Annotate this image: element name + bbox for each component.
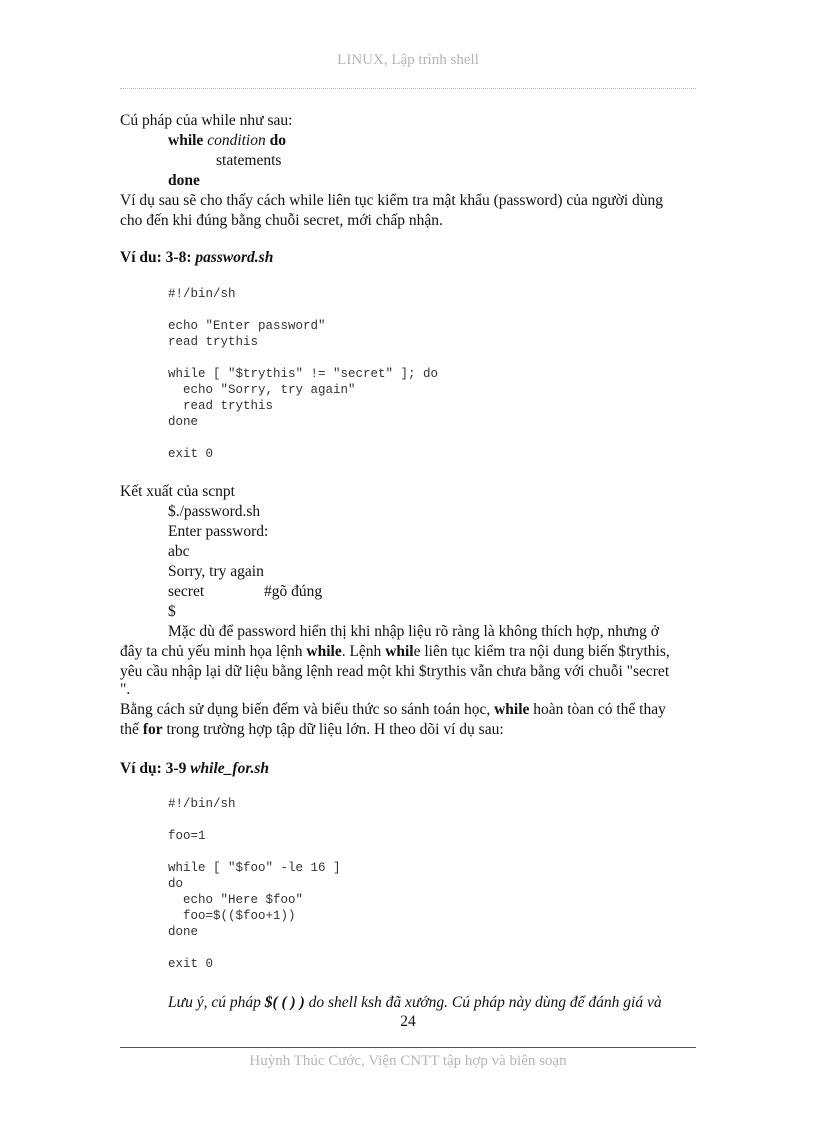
output-line: Enter password: xyxy=(168,523,269,540)
code-line xyxy=(168,844,341,860)
example-2-code-block xyxy=(168,796,341,972)
code-line: foo=1 xyxy=(168,829,206,843)
syntax-statements: statements xyxy=(216,152,282,169)
output-line: abc xyxy=(168,543,190,560)
header-divider xyxy=(120,88,696,89)
explanation-text: thế xyxy=(120,721,143,738)
code-line: exit 0 xyxy=(168,957,214,971)
output-line: $./password.sh xyxy=(168,503,261,520)
explanation-line-5 xyxy=(120,700,666,720)
page-header-title: LINUX, Lập trình shell xyxy=(337,52,479,68)
explanation-text: đây ta chủ yếu minh họa lệnh xyxy=(120,643,307,660)
keyword-while: while xyxy=(494,701,530,718)
code-line: exit 0 xyxy=(168,447,214,461)
code-line: while [ "$foo" -le 16 ] xyxy=(168,861,341,875)
keyword-while: while xyxy=(168,132,204,149)
code-line xyxy=(168,430,438,446)
intro-description-line-2: cho đến khi đúng bằng chuỗi secret, mới chấp nhận. xyxy=(120,212,443,229)
keyword-while: while xyxy=(306,643,342,660)
code-line: #!/bin/sh xyxy=(168,797,236,811)
keyword-while: whil xyxy=(385,643,414,660)
note-text: Lưu ý, cú pháp xyxy=(168,994,265,1011)
page-number: 24 xyxy=(400,1013,416,1030)
output-line: secret xyxy=(168,583,205,600)
code-line: echo "Here $foo" xyxy=(168,893,304,907)
explanation-text: Bằng cách sử dụng biến đếm và biểu thức so sánh toán học, xyxy=(120,701,495,718)
example-1-code-block xyxy=(168,286,438,462)
note-syntax: $( ( ) ) xyxy=(264,994,305,1011)
note-text: do shell ksh đã xướng. Cú pháp này dùng để đánh giá và xyxy=(304,994,662,1011)
example-2-label: Ví dụ: 3-9 xyxy=(120,760,191,777)
example-2-filename: while_for.sh xyxy=(190,760,270,777)
example-2-heading xyxy=(120,759,269,779)
code-line: do xyxy=(168,877,184,891)
keyword-do: do xyxy=(269,132,286,149)
explanation-line-6 xyxy=(120,720,504,740)
code-line: read trythis xyxy=(168,399,274,413)
code-line: done xyxy=(168,415,199,429)
explanation-text: . Lệnh xyxy=(341,643,386,660)
syntax-while-line xyxy=(168,131,286,151)
code-line: echo "Sorry, try again" xyxy=(168,383,356,397)
code-line xyxy=(168,812,341,828)
example-1-label: Ví du: 3-8: xyxy=(120,249,196,266)
note-line xyxy=(168,993,662,1013)
code-line: read trythis xyxy=(168,335,259,349)
example-1-heading xyxy=(120,248,273,268)
explanation-line-1: Mặc dù để password hiển thị khi nhập liệu rõ ràng là không thích hợp, nhưng ở xyxy=(168,623,659,640)
explanation-line-4: ". xyxy=(120,681,131,698)
output-heading: Kết xuất của scnpt xyxy=(120,483,235,500)
output-comment: #gõ đúng xyxy=(264,583,323,600)
intro-description-line-1: Ví dụ sau sẽ cho thấy cách while liên tục kiểm tra mật khẩu (password) của người dùng xyxy=(120,192,664,209)
example-1-filename: password.sh xyxy=(195,249,274,266)
explanation-line-3: yêu cầu nhập lại dữ liệu bằng lệnh read một khi $trythis vẫn chưa bằng với chuỗi "secret xyxy=(120,663,670,680)
code-line xyxy=(168,350,438,366)
explanation-text: e liên tục kiểm tra nội dung biến $trythis, xyxy=(413,643,670,660)
code-line xyxy=(168,302,438,318)
page-footer-text: Huỳnh Thúc Cước, Viện CNTT tập hợp và biên soạn xyxy=(249,1053,567,1069)
syntax-condition: condition xyxy=(207,132,266,149)
code-line: done xyxy=(168,925,199,939)
output-line: Sorry, try again xyxy=(168,563,264,580)
code-line: foo=$(($foo+1)) xyxy=(168,909,296,923)
output-line: $ xyxy=(168,603,176,620)
syntax-intro: Cú pháp của while như sau: xyxy=(120,112,293,129)
explanation-text: hoàn tòan có thể thay xyxy=(529,701,666,718)
explanation-text: trong trường hợp tập dữ liệu lớn. H theo dõi ví dụ sau: xyxy=(162,721,504,738)
explanation-line-2 xyxy=(120,642,670,662)
keyword-for: for xyxy=(142,721,163,738)
code-line: echo "Enter password" xyxy=(168,319,326,333)
code-line: #!/bin/sh xyxy=(168,287,236,301)
code-line: while [ "$trythis" != "secret" ]; do xyxy=(168,367,439,381)
code-line xyxy=(168,940,341,956)
footer-divider xyxy=(120,1047,696,1048)
keyword-done: done xyxy=(168,172,200,189)
